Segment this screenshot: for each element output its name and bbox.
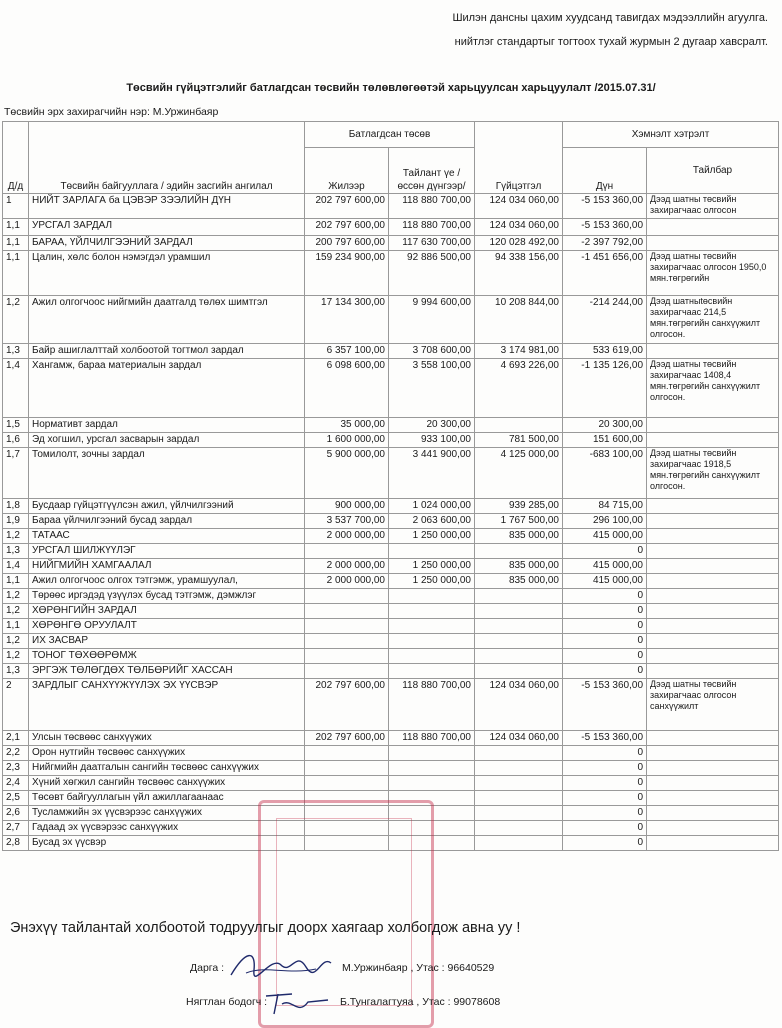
row-actual [475, 634, 563, 649]
row-annual [305, 746, 389, 761]
row-number: 1,6 [3, 433, 29, 448]
row-period [389, 776, 475, 791]
row-amount: 0 [563, 806, 647, 821]
row-number: 1,3 [3, 544, 29, 559]
row-actual [475, 791, 563, 806]
row-name: ХӨРӨНГИЙН ЗАРДАЛ [29, 604, 305, 619]
row-amount: -2 397 792,00 [563, 236, 647, 251]
row-period [389, 604, 475, 619]
row-actual: 124 034 060,00 [475, 679, 563, 731]
row-note [647, 559, 779, 574]
row-note [647, 544, 779, 559]
director-label: Дарга : [190, 962, 225, 974]
row-annual: 159 234 900,00 [305, 251, 389, 296]
row-note [647, 499, 779, 514]
header-note: Тайлбар [647, 148, 779, 194]
row-actual: 1 767 500,00 [475, 514, 563, 529]
row-name: Хүний хөгжил сангийн төсвөөс санхүүжих [29, 776, 305, 791]
row-note [647, 761, 779, 776]
row-number: 2,5 [3, 791, 29, 806]
header-line-1: Шилэн дансны цахим хуудсанд тавигдах мэдээллийн агуулга. [452, 12, 768, 24]
row-number: 1,2 [3, 649, 29, 664]
row-note: Дээд шатны төсвийн захирагчаас олгосон санхүүжилт [647, 679, 779, 731]
document-title: Төсвийн гүйцэтгэлийг батлагдсан төсвийн төлөвлөгөөтэй харьцуулсан харьцуулалт /2015.07.31/ [126, 82, 656, 94]
row-annual: 5 900 000,00 [305, 448, 389, 499]
table-row [3, 746, 779, 761]
row-actual: 124 034 060,00 [475, 194, 563, 219]
row-note [647, 746, 779, 761]
row-amount: 0 [563, 619, 647, 634]
row-actual [475, 619, 563, 634]
row-note [647, 806, 779, 821]
row-period: 1 250 000,00 [389, 574, 475, 589]
budget-table [2, 121, 779, 851]
row-amount: 0 [563, 589, 647, 604]
row-number: 1,1 [3, 236, 29, 251]
header-line-2: нийтлэг стандартыг тогтоох тухай журмын 2 дугаар хавсралт. [454, 36, 768, 48]
row-annual: 200 797 600,00 [305, 236, 389, 251]
row-period [389, 634, 475, 649]
row-number: 2,6 [3, 806, 29, 821]
row-actual [475, 589, 563, 604]
row-annual [305, 604, 389, 619]
table-row [3, 418, 779, 433]
row-period [389, 649, 475, 664]
table-row [3, 499, 779, 514]
row-amount: 415 000,00 [563, 559, 647, 574]
row-annual: 35 000,00 [305, 418, 389, 433]
row-amount: 0 [563, 634, 647, 649]
row-number: 2 [3, 679, 29, 731]
row-annual [305, 619, 389, 634]
row-name: Бусад эх үүсвэр [29, 836, 305, 851]
row-amount: -1 451 656,00 [563, 251, 647, 296]
row-note [647, 433, 779, 448]
row-annual: 1 600 000,00 [305, 433, 389, 448]
row-amount: -5 153 360,00 [563, 731, 647, 746]
row-actual [475, 649, 563, 664]
budget-manager: Төсвийн эрх захирагчийн нэр: М.Уржинбаяр [4, 106, 219, 118]
table-row [3, 761, 779, 776]
row-number: 1,1 [3, 619, 29, 634]
row-amount: 0 [563, 791, 647, 806]
table-row [3, 236, 779, 251]
row-actual: 835 000,00 [475, 529, 563, 544]
row-period: 20 300,00 [389, 418, 475, 433]
row-annual [305, 761, 389, 776]
row-annual [305, 776, 389, 791]
row-note [647, 236, 779, 251]
row-amount: -683 100,00 [563, 448, 647, 499]
row-number: 2,2 [3, 746, 29, 761]
table-row [3, 574, 779, 589]
row-number: 2,3 [3, 761, 29, 776]
row-period: 3 441 900,00 [389, 448, 475, 499]
row-name: ИХ ЗАСВАР [29, 634, 305, 649]
row-name: Ажил олгогчоос олгох тэтгэмж, урамшуулал, [29, 574, 305, 589]
row-name: Гадаад эх үүсвэрээс санхүүжих [29, 821, 305, 836]
row-name: ЗАРДЛЫГ САНХҮҮЖҮҮЛЭХ ЭХ ҮҮСВЭР [29, 679, 305, 731]
row-annual [305, 544, 389, 559]
row-note [647, 219, 779, 236]
row-number: 2,4 [3, 776, 29, 791]
row-actual [475, 746, 563, 761]
row-number: 1,3 [3, 344, 29, 359]
table-row [3, 589, 779, 604]
row-actual: 124 034 060,00 [475, 731, 563, 746]
row-note [647, 664, 779, 679]
row-number: 2,1 [3, 731, 29, 746]
row-name: ЭРГЭЖ ТӨЛӨГДӨХ ТӨЛБӨРИЙГ ХАССАН [29, 664, 305, 679]
row-amount: -214 244,00 [563, 296, 647, 344]
row-number: 1,8 [3, 499, 29, 514]
row-note [647, 514, 779, 529]
table-row [3, 529, 779, 544]
row-note: Дээд шатны төсвийн захирагчаас олгосон 1950,0 мян.төгрөгийн [647, 251, 779, 296]
row-name: УРСГАЛ ШИЛЖҮҮЛЭГ [29, 544, 305, 559]
row-period: 118 880 700,00 [389, 679, 475, 731]
row-amount: 0 [563, 664, 647, 679]
row-amount: 533 619,00 [563, 344, 647, 359]
row-annual [305, 589, 389, 604]
row-name: ТАТААС [29, 529, 305, 544]
row-name: Бусдаар гүйцэтгүүлсэн ажил, үйлчилгээний [29, 499, 305, 514]
table-row [3, 344, 779, 359]
director-name: М.Уржинбаяр , Утас : 96640529 [342, 962, 495, 974]
row-name: Улсын төсвөөс санхүүжих [29, 731, 305, 746]
row-note: Дээд шатны төсвийн захирагчаас 1918,5 мян.төгрөгийн санхүүжилт олгосон. [647, 448, 779, 499]
row-actual: 4 693 226,00 [475, 359, 563, 418]
row-annual: 202 797 600,00 [305, 679, 389, 731]
row-actual [475, 821, 563, 836]
row-note [647, 344, 779, 359]
row-number: 1,1 [3, 251, 29, 296]
table-row [3, 664, 779, 679]
row-actual: 835 000,00 [475, 574, 563, 589]
row-number: 1,4 [3, 359, 29, 418]
row-annual: 3 537 700,00 [305, 514, 389, 529]
row-note [647, 589, 779, 604]
row-actual: 10 208 844,00 [475, 296, 563, 344]
row-amount: 0 [563, 761, 647, 776]
row-annual: 17 134 300,00 [305, 296, 389, 344]
row-note [647, 604, 779, 619]
header-approved-group: Батлагдсан төсөв [305, 122, 475, 148]
row-note [647, 649, 779, 664]
row-period: 1 250 000,00 [389, 559, 475, 574]
header-dd: Д/д [3, 122, 29, 194]
row-annual [305, 649, 389, 664]
row-period [389, 746, 475, 761]
row-amount: 84 715,00 [563, 499, 647, 514]
row-number: 1,3 [3, 664, 29, 679]
table-row [3, 649, 779, 664]
table-row [3, 679, 779, 731]
row-name: БАРАА, ҮЙЛЧИЛГЭЭНИЙ ЗАРДАЛ [29, 236, 305, 251]
row-note: Дээд шатны төсвийн захирагчаас олгосон [647, 194, 779, 219]
row-note [647, 836, 779, 851]
row-number: 1,9 [3, 514, 29, 529]
accountant-label: Нягтлан бодогч : [186, 996, 268, 1008]
row-annual [305, 664, 389, 679]
row-actual [475, 761, 563, 776]
row-period [389, 589, 475, 604]
director-signature [226, 945, 336, 985]
row-actual: 939 285,00 [475, 499, 563, 514]
row-name: Томилолт, зочны зардал [29, 448, 305, 499]
row-name: Төсөвт байгууллагын үйл ажиллагаанаас [29, 791, 305, 806]
row-amount: 0 [563, 746, 647, 761]
row-amount: -1 135 126,00 [563, 359, 647, 418]
row-note [647, 418, 779, 433]
row-name: Бараа үйлчилгээний бусад зардал [29, 514, 305, 529]
header-diff-group: Хэмнэлт хэтрэлт [563, 122, 779, 148]
row-number: 1,2 [3, 634, 29, 649]
row-note [647, 776, 779, 791]
row-amount: 296 100,00 [563, 514, 647, 529]
row-actual: 124 034 060,00 [475, 219, 563, 236]
accountant-signature [262, 988, 332, 1018]
row-period: 933 100,00 [389, 433, 475, 448]
row-actual [475, 836, 563, 851]
row-annual: 202 797 600,00 [305, 194, 389, 219]
row-annual: 202 797 600,00 [305, 731, 389, 746]
row-name: Нормативт зардал [29, 418, 305, 433]
row-amount: 0 [563, 836, 647, 851]
row-amount: 151 600,00 [563, 433, 647, 448]
row-amount: -5 153 360,00 [563, 219, 647, 236]
row-note [647, 821, 779, 836]
row-name: ТОНОГ ТӨХӨӨРӨМЖ [29, 649, 305, 664]
row-period [389, 544, 475, 559]
table-row [3, 559, 779, 574]
row-annual [305, 634, 389, 649]
row-note [647, 791, 779, 806]
table-row [3, 433, 779, 448]
row-note [647, 619, 779, 634]
table-row [3, 634, 779, 649]
row-name: УРСГАЛ ЗАРДАЛ [29, 219, 305, 236]
row-name: Хангамж, бараа материалын зардал [29, 359, 305, 418]
row-number: 1,2 [3, 589, 29, 604]
row-number: 1,2 [3, 529, 29, 544]
row-actual [475, 544, 563, 559]
row-number: 1,1 [3, 219, 29, 236]
row-period [389, 619, 475, 634]
row-amount: 0 [563, 776, 647, 791]
header-actual: Гүйцэтгэл [475, 122, 563, 194]
row-number: 1 [3, 194, 29, 219]
row-amount: -5 153 360,00 [563, 194, 647, 219]
row-number: 1,1 [3, 574, 29, 589]
row-annual: 6 357 100,00 [305, 344, 389, 359]
table-row [3, 194, 779, 219]
row-name: Төрөөс иргэдэд үзүүлэх бусад тэтгэмж, дэмжлэг [29, 589, 305, 604]
row-annual: 2 000 000,00 [305, 559, 389, 574]
row-note [647, 574, 779, 589]
row-name: Байр ашиглалттай холбоотой тогтмол зардал [29, 344, 305, 359]
header-name: Төсвийн байгууллага / эдийн засгийн ангилал [29, 122, 305, 194]
row-name: НИЙТ ЗАРЛАГА ба ЦЭВЭР ЗЭЭЛИЙН ДҮН [29, 194, 305, 219]
row-amount: -5 153 360,00 [563, 679, 647, 731]
row-period: 2 063 600,00 [389, 514, 475, 529]
table-row [3, 619, 779, 634]
row-name: Ажил олгогчоос нийгмийн даатгалд төлөх шимтгэл [29, 296, 305, 344]
row-annual: 2 000 000,00 [305, 574, 389, 589]
row-name: Эд хогшил, урсгал засварын зардал [29, 433, 305, 448]
closing-text: Энэхүү тайлантай холбоотой тодруулгыг доорх хаягаар холбогдож авна уу ! [10, 920, 521, 936]
row-annual: 202 797 600,00 [305, 219, 389, 236]
row-period [389, 761, 475, 776]
row-period: 118 880 700,00 [389, 219, 475, 236]
header-period: Тайлант үе /өссөн дүнгээр/ [389, 148, 475, 194]
row-actual: 781 500,00 [475, 433, 563, 448]
row-actual: 3 174 981,00 [475, 344, 563, 359]
row-amount: 415 000,00 [563, 574, 647, 589]
accountant-name: Б.Тунгалагтуяа , Утас : 99078608 [340, 996, 501, 1008]
row-actual [475, 776, 563, 791]
row-period: 1 024 000,00 [389, 499, 475, 514]
table-row [3, 776, 779, 791]
row-actual: 835 000,00 [475, 559, 563, 574]
row-name: НИЙГМИЙН ХАМГААЛАЛ [29, 559, 305, 574]
row-period: 3 708 600,00 [389, 344, 475, 359]
table-row [3, 251, 779, 296]
row-name: Цалин, хөлс болон нэмэгдэл урамшил [29, 251, 305, 296]
row-amount: 415 000,00 [563, 529, 647, 544]
row-period: 118 880 700,00 [389, 194, 475, 219]
row-name: Нийгмийн даатгалын сангийн төсвөөс санхүүжих [29, 761, 305, 776]
row-note [647, 731, 779, 746]
row-annual: 900 000,00 [305, 499, 389, 514]
row-actual [475, 418, 563, 433]
row-amount: 20 300,00 [563, 418, 647, 433]
row-annual: 2 000 000,00 [305, 529, 389, 544]
table-row [3, 448, 779, 499]
row-number: 2,8 [3, 836, 29, 851]
row-amount: 0 [563, 544, 647, 559]
row-actual [475, 806, 563, 821]
table-row [3, 359, 779, 418]
row-period: 1 250 000,00 [389, 529, 475, 544]
row-actual: 120 028 492,00 [475, 236, 563, 251]
row-name: Тусламжийн эх үүсвэрээс санхүүжих [29, 806, 305, 821]
header-amount: Дүн [563, 148, 647, 194]
row-amount: 0 [563, 821, 647, 836]
row-name: ХӨРӨНГӨ ОРУУЛАЛТ [29, 619, 305, 634]
row-actual: 4 125 000,00 [475, 448, 563, 499]
row-number: 1,2 [3, 296, 29, 344]
row-number: 2,7 [3, 821, 29, 836]
row-actual [475, 604, 563, 619]
row-period: 92 886 500,00 [389, 251, 475, 296]
table-row [3, 604, 779, 619]
row-number: 1,5 [3, 418, 29, 433]
row-period: 118 880 700,00 [389, 731, 475, 746]
row-number: 1,2 [3, 604, 29, 619]
table-row [3, 219, 779, 236]
header-annual: Жилээр [305, 148, 389, 194]
table-row [3, 514, 779, 529]
row-actual: 94 338 156,00 [475, 251, 563, 296]
row-period: 117 630 700,00 [389, 236, 475, 251]
row-amount: 0 [563, 604, 647, 619]
row-number: 1,7 [3, 448, 29, 499]
row-note: Дээд шатны төсвийн захирагчаас 1408,4 мян.төгрөгийн санхүүжилт олгосон. [647, 359, 779, 418]
row-period [389, 664, 475, 679]
row-name: Орон нутгийн төсвөөс санхүүжих [29, 746, 305, 761]
row-actual [475, 664, 563, 679]
table-row [3, 296, 779, 344]
row-note: Дээд шатныtөсвийн захирагчаас 214,5 мян.төгрөгийн санхүүжилт олгосон. [647, 296, 779, 344]
row-amount: 0 [563, 649, 647, 664]
row-period: 3 558 100,00 [389, 359, 475, 418]
row-annual: 6 098 600,00 [305, 359, 389, 418]
row-note [647, 529, 779, 544]
row-period: 9 994 600,00 [389, 296, 475, 344]
row-number: 1,4 [3, 559, 29, 574]
table-row [3, 731, 779, 746]
table-row [3, 544, 779, 559]
row-note [647, 634, 779, 649]
